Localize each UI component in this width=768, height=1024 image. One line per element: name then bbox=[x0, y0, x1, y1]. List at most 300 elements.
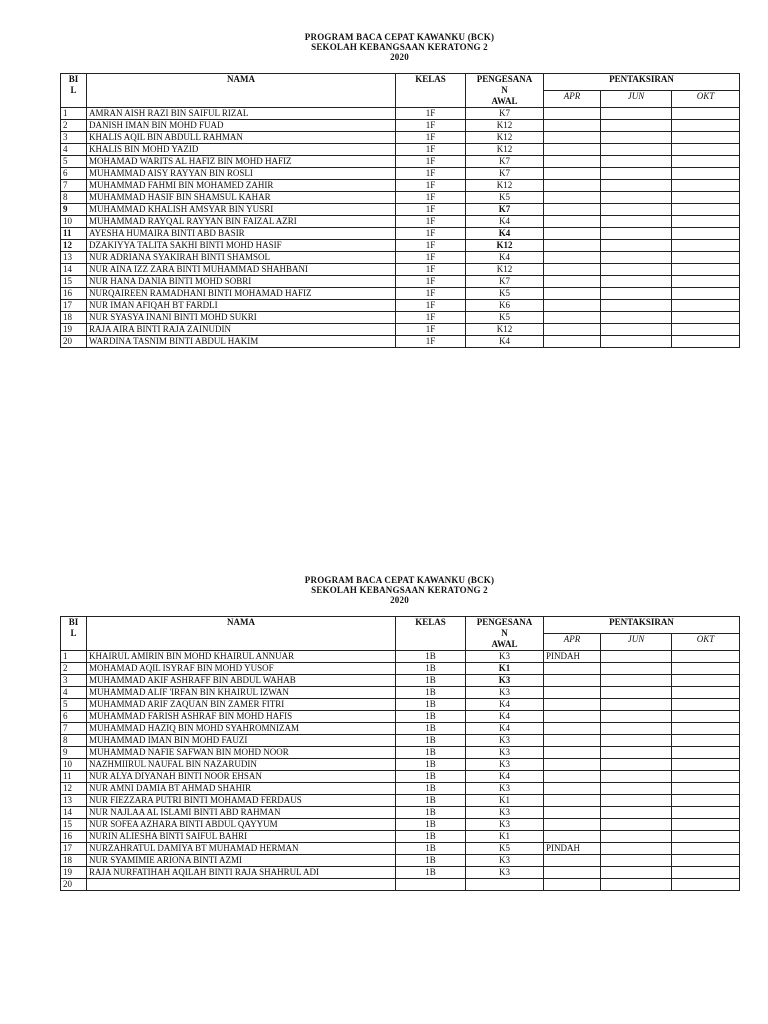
table-row bbox=[61, 843, 740, 855]
cell-apr bbox=[544, 819, 601, 831]
cell-kelas: 1F bbox=[396, 168, 466, 180]
cell-apr bbox=[544, 747, 601, 759]
cell-pengesanan-awal: K4 bbox=[466, 723, 544, 735]
cell-kelas: 1F bbox=[396, 204, 466, 216]
cell-jun bbox=[601, 300, 672, 312]
cell-nama: NUR FIEZZARA PUTRI BINTI MOHAMAD FERDAUS bbox=[87, 795, 396, 807]
cell-nama: AMRAN AISH RAZI BIN SAIFUL RIZAL bbox=[87, 108, 396, 120]
cell-nama: MOHAMAD AQIL ISYRAF BIN MOHD YUSOF bbox=[87, 663, 396, 675]
cell-kelas: 1F bbox=[396, 276, 466, 288]
cell-bil: 6 bbox=[61, 711, 87, 723]
cell-bil: 12 bbox=[61, 783, 87, 795]
cell-nama: RAJA AIRA BINTI RAJA ZAINUDIN bbox=[87, 324, 396, 336]
cell-pengesanan-awal: K12 bbox=[466, 180, 544, 192]
cell-kelas: 1F bbox=[396, 264, 466, 276]
table-row bbox=[61, 120, 740, 132]
cell-nama: DANISH IMAN BIN MOHD FUAD bbox=[87, 120, 396, 132]
cell-jun bbox=[601, 216, 672, 228]
cell-apr: PINDAH bbox=[544, 843, 601, 855]
cell-apr bbox=[544, 675, 601, 687]
cell-jun bbox=[601, 276, 672, 288]
cell-okt bbox=[672, 687, 740, 699]
cell-pengesanan-awal: K3 bbox=[466, 747, 544, 759]
cell-kelas: 1F bbox=[396, 108, 466, 120]
cell-nama bbox=[87, 879, 396, 891]
cell-apr bbox=[544, 300, 601, 312]
cell-kelas: 1B bbox=[396, 783, 466, 795]
cell-okt bbox=[672, 192, 740, 204]
cell-bil: 4 bbox=[61, 144, 87, 156]
cell-apr bbox=[544, 288, 601, 300]
cell-okt bbox=[672, 132, 740, 144]
cell-nama: MUHAMMAD FAHMI BIN MOHAMED ZAHIR bbox=[87, 180, 396, 192]
cell-kelas: 1B bbox=[396, 795, 466, 807]
cell-bil: 11 bbox=[61, 228, 87, 240]
cell-bil: 5 bbox=[61, 156, 87, 168]
cell-bil: 18 bbox=[61, 312, 87, 324]
cell-okt bbox=[672, 855, 740, 867]
cell-bil: 8 bbox=[61, 192, 87, 204]
cell-nama: WARDINA TASNIM BINTI ABDUL HAKIM bbox=[87, 336, 396, 348]
cell-bil: 6 bbox=[61, 168, 87, 180]
table-row bbox=[61, 807, 740, 819]
cell-okt bbox=[672, 216, 740, 228]
table-row bbox=[61, 144, 740, 156]
cell-apr bbox=[544, 132, 601, 144]
cell-bil: 12 bbox=[61, 240, 87, 252]
header-bil: BI L bbox=[61, 74, 87, 108]
cell-okt bbox=[672, 180, 740, 192]
cell-bil: 15 bbox=[61, 819, 87, 831]
header-okt: OKT bbox=[672, 634, 740, 651]
cell-pengesanan-awal: K1 bbox=[466, 831, 544, 843]
cell-bil: 10 bbox=[61, 216, 87, 228]
cell-kelas: 1F bbox=[396, 120, 466, 132]
cell-bil: 8 bbox=[61, 735, 87, 747]
cell-pengesanan-awal: K3 bbox=[466, 651, 544, 663]
cell-pengesanan-awal: K3 bbox=[466, 807, 544, 819]
table-row bbox=[61, 108, 740, 120]
cell-okt bbox=[672, 675, 740, 687]
cell-okt bbox=[672, 795, 740, 807]
cell-jun bbox=[601, 687, 672, 699]
cell-jun bbox=[601, 240, 672, 252]
cell-bil: 14 bbox=[61, 264, 87, 276]
cell-kelas: 1B bbox=[396, 831, 466, 843]
cell-okt bbox=[672, 759, 740, 771]
cell-nama: RAJA NURFATIHAH AQILAH BINTI RAJA SHAHRUL ADI bbox=[87, 867, 396, 879]
cell-okt bbox=[672, 651, 740, 663]
cell-bil: 9 bbox=[61, 747, 87, 759]
title-heading bbox=[60, 32, 739, 62]
cell-kelas: 1F bbox=[396, 156, 466, 168]
cell-nama: NUR SYAMIMIE ARIONA BINTI AZMI bbox=[87, 855, 396, 867]
header-pengesanan-awal: PENGESANA N AWAL bbox=[466, 617, 544, 651]
cell-nama: MUHAMMAD NAFIE SAFWAN BIN MOHD NOOR bbox=[87, 747, 396, 759]
cell-apr bbox=[544, 108, 601, 120]
table-row bbox=[61, 276, 740, 288]
cell-kelas: 1B bbox=[396, 675, 466, 687]
cell-jun bbox=[601, 711, 672, 723]
cell-bil: 17 bbox=[61, 300, 87, 312]
cell-jun bbox=[601, 336, 672, 348]
cell-jun bbox=[601, 132, 672, 144]
cell-okt bbox=[672, 336, 740, 348]
cell-apr bbox=[544, 252, 601, 264]
cell-pengesanan-awal: K3 bbox=[466, 759, 544, 771]
cell-apr bbox=[544, 723, 601, 735]
table-row bbox=[61, 288, 740, 300]
table-row bbox=[61, 336, 740, 348]
cell-kelas bbox=[396, 879, 466, 891]
cell-kelas: 1F bbox=[396, 132, 466, 144]
cell-nama: NUR SYASYA INANI BINTI MOHD SUKRI bbox=[87, 312, 396, 324]
cell-kelas: 1F bbox=[396, 144, 466, 156]
cell-bil: 15 bbox=[61, 276, 87, 288]
cell-apr bbox=[544, 204, 601, 216]
cell-jun bbox=[601, 747, 672, 759]
cell-jun bbox=[601, 783, 672, 795]
student-table bbox=[60, 73, 740, 348]
cell-okt bbox=[672, 711, 740, 723]
cell-apr bbox=[544, 759, 601, 771]
cell-apr bbox=[544, 831, 601, 843]
cell-kelas: 1F bbox=[396, 252, 466, 264]
title-heading bbox=[60, 575, 739, 605]
cell-okt bbox=[672, 120, 740, 132]
table-row bbox=[61, 651, 740, 663]
header-kelas: KELAS bbox=[396, 74, 466, 108]
table-row bbox=[61, 759, 740, 771]
cell-pengesanan-awal: K4 bbox=[466, 252, 544, 264]
cell-kelas: 1F bbox=[396, 192, 466, 204]
cell-jun bbox=[601, 192, 672, 204]
cell-jun bbox=[601, 771, 672, 783]
cell-nama: MUHAMMAD AKIF ASHRAFF BIN ABDUL WAHAB bbox=[87, 675, 396, 687]
cell-apr bbox=[544, 663, 601, 675]
header-pengesanan-awal: PENGESANA N AWAL bbox=[466, 74, 544, 108]
cell-pengesanan-awal: K7 bbox=[466, 108, 544, 120]
cell-jun bbox=[601, 312, 672, 324]
cell-bil: 7 bbox=[61, 723, 87, 735]
cell-apr bbox=[544, 807, 601, 819]
cell-nama: NUR ADRIANA SYAKIRAH BINTI SHAMSOL bbox=[87, 252, 396, 264]
cell-kelas: 1B bbox=[396, 819, 466, 831]
header-apr: APR bbox=[544, 91, 601, 108]
cell-bil: 1 bbox=[61, 651, 87, 663]
cell-pengesanan-awal: K4 bbox=[466, 336, 544, 348]
header-kelas: KELAS bbox=[396, 617, 466, 651]
cell-jun bbox=[601, 759, 672, 771]
cell-pengesanan-awal: K1 bbox=[466, 795, 544, 807]
table-row bbox=[61, 228, 740, 240]
cell-apr bbox=[544, 324, 601, 336]
table-row bbox=[61, 747, 740, 759]
cell-kelas: 1F bbox=[396, 228, 466, 240]
cell-nama: NUR ALYA DIYANAH BINTI NOOR EHSAN bbox=[87, 771, 396, 783]
table-row bbox=[61, 204, 740, 216]
cell-kelas: 1B bbox=[396, 723, 466, 735]
cell-apr bbox=[544, 867, 601, 879]
cell-pengesanan-awal: K12 bbox=[466, 132, 544, 144]
cell-bil: 7 bbox=[61, 180, 87, 192]
cell-jun bbox=[601, 204, 672, 216]
table-row bbox=[61, 132, 740, 144]
cell-nama: AYESHA HUMAIRA BINTI ABD BASIR bbox=[87, 228, 396, 240]
cell-pengesanan-awal: K4 bbox=[466, 771, 544, 783]
table-row bbox=[61, 180, 740, 192]
header-bil: BI L bbox=[61, 617, 87, 651]
cell-kelas: 1B bbox=[396, 759, 466, 771]
table-row bbox=[61, 216, 740, 228]
year: 2020 bbox=[390, 52, 409, 62]
table-row bbox=[61, 663, 740, 675]
cell-apr bbox=[544, 771, 601, 783]
cell-apr bbox=[544, 699, 601, 711]
cell-jun bbox=[601, 156, 672, 168]
cell-nama: MUHAMMAD ARIF ZAQUAN BIN ZAMER FITRI bbox=[87, 699, 396, 711]
table-row bbox=[61, 687, 740, 699]
cell-jun bbox=[601, 807, 672, 819]
cell-jun bbox=[601, 879, 672, 891]
table-row bbox=[61, 771, 740, 783]
cell-bil: 13 bbox=[61, 252, 87, 264]
table-row bbox=[61, 735, 740, 747]
section-2 bbox=[60, 575, 739, 891]
cell-okt bbox=[672, 108, 740, 120]
cell-kelas: 1F bbox=[396, 216, 466, 228]
table-row bbox=[61, 675, 740, 687]
cell-okt bbox=[672, 663, 740, 675]
table-row bbox=[61, 699, 740, 711]
cell-bil: 18 bbox=[61, 855, 87, 867]
cell-nama: KHALIS AQIL BIN ABDULL RAHMAN bbox=[87, 132, 396, 144]
cell-jun bbox=[601, 264, 672, 276]
cell-nama: MOHAMAD WARITS AL HAFIZ BIN MOHD HAFIZ bbox=[87, 156, 396, 168]
header-apr: APR bbox=[544, 634, 601, 651]
cell-apr bbox=[544, 120, 601, 132]
table-row bbox=[61, 156, 740, 168]
cell-nama: NUR AINA IZZ ZARA BINTI MUHAMMAD SHAHBANI bbox=[87, 264, 396, 276]
cell-okt bbox=[672, 288, 740, 300]
cell-bil: 1 bbox=[61, 108, 87, 120]
cell-okt bbox=[672, 168, 740, 180]
cell-bil: 4 bbox=[61, 687, 87, 699]
cell-jun bbox=[601, 180, 672, 192]
cell-apr bbox=[544, 216, 601, 228]
table-row bbox=[61, 324, 740, 336]
cell-jun bbox=[601, 228, 672, 240]
cell-kelas: 1F bbox=[396, 312, 466, 324]
school-name: SEKOLAH KEBANGSAAN KERATONG 2 bbox=[311, 585, 488, 595]
cell-okt bbox=[672, 831, 740, 843]
header-pentaksiran: PENTAKSIRAN bbox=[544, 617, 740, 634]
cell-apr bbox=[544, 240, 601, 252]
table-row bbox=[61, 723, 740, 735]
table-row bbox=[61, 240, 740, 252]
cell-okt bbox=[672, 699, 740, 711]
cell-bil: 14 bbox=[61, 807, 87, 819]
cell-jun bbox=[601, 108, 672, 120]
cell-pengesanan-awal: K4 bbox=[466, 711, 544, 723]
cell-apr bbox=[544, 156, 601, 168]
cell-okt bbox=[672, 240, 740, 252]
cell-pengesanan-awal: K12 bbox=[466, 240, 544, 252]
cell-okt bbox=[672, 144, 740, 156]
cell-kelas: 1B bbox=[396, 867, 466, 879]
cell-apr bbox=[544, 855, 601, 867]
cell-nama: NURIN ALIESHA BINTI SAIFUL BAHRI bbox=[87, 831, 396, 843]
cell-pengesanan-awal: K5 bbox=[466, 312, 544, 324]
cell-apr bbox=[544, 687, 601, 699]
table-row bbox=[61, 795, 740, 807]
cell-bil: 11 bbox=[61, 771, 87, 783]
cell-apr bbox=[544, 192, 601, 204]
cell-kelas: 1F bbox=[396, 240, 466, 252]
cell-kelas: 1B bbox=[396, 699, 466, 711]
cell-pengesanan-awal: K3 bbox=[466, 867, 544, 879]
cell-kelas: 1F bbox=[396, 180, 466, 192]
cell-jun bbox=[601, 843, 672, 855]
cell-pengesanan-awal: K3 bbox=[466, 819, 544, 831]
cell-pengesanan-awal: K4 bbox=[466, 216, 544, 228]
cell-apr bbox=[544, 795, 601, 807]
cell-nama: KHAIRUL AMIRIN BIN MOHD KHAIRUL ANNUAR bbox=[87, 651, 396, 663]
cell-pengesanan-awal: K12 bbox=[466, 264, 544, 276]
table-row bbox=[61, 168, 740, 180]
cell-okt bbox=[672, 723, 740, 735]
cell-apr bbox=[544, 879, 601, 891]
cell-pengesanan-awal: K3 bbox=[466, 855, 544, 867]
header-okt: OKT bbox=[672, 91, 740, 108]
student-table bbox=[60, 616, 740, 891]
cell-okt bbox=[672, 324, 740, 336]
cell-nama: NAZHMIIRUL NAUFAL BIN NAZARUDIN bbox=[87, 759, 396, 771]
cell-nama: NUR AMNI DAMIA BT AHMAD SHAHIR bbox=[87, 783, 396, 795]
header-pentaksiran: PENTAKSIRAN bbox=[544, 74, 740, 91]
section-1 bbox=[60, 32, 739, 348]
cell-pengesanan-awal: K7 bbox=[466, 204, 544, 216]
cell-okt bbox=[672, 819, 740, 831]
cell-kelas: 1B bbox=[396, 843, 466, 855]
school-name: SEKOLAH KEBANGSAAN KERATONG 2 bbox=[311, 42, 488, 52]
cell-nama: MUHAMMAD HASIF BIN SHAMSUL KAHAR bbox=[87, 192, 396, 204]
cell-pengesanan-awal: K7 bbox=[466, 168, 544, 180]
cell-jun bbox=[601, 699, 672, 711]
cell-apr bbox=[544, 276, 601, 288]
cell-bil: 20 bbox=[61, 336, 87, 348]
cell-nama: MUHAMMAD RAYQAL RAYYAN BIN FAIZAL AZRI bbox=[87, 216, 396, 228]
table-row bbox=[61, 867, 740, 879]
cell-bil: 5 bbox=[61, 699, 87, 711]
table-row bbox=[61, 711, 740, 723]
cell-kelas: 1B bbox=[396, 807, 466, 819]
cell-jun bbox=[601, 324, 672, 336]
table-row bbox=[61, 819, 740, 831]
cell-okt bbox=[672, 735, 740, 747]
cell-bil: 2 bbox=[61, 663, 87, 675]
cell-bil: 3 bbox=[61, 132, 87, 144]
cell-nama: MUHAMMAD AISY RAYYAN BIN ROSLI bbox=[87, 168, 396, 180]
cell-bil: 10 bbox=[61, 759, 87, 771]
cell-okt bbox=[672, 300, 740, 312]
cell-kelas: 1B bbox=[396, 771, 466, 783]
cell-kelas: 1F bbox=[396, 300, 466, 312]
cell-nama: NURQAIREEN RAMADHANI BINTI MOHAMAD HAFIZ bbox=[87, 288, 396, 300]
cell-bil: 9 bbox=[61, 204, 87, 216]
cell-okt bbox=[672, 204, 740, 216]
header-nama: NAMA bbox=[87, 74, 396, 108]
cell-jun bbox=[601, 735, 672, 747]
cell-bil: 19 bbox=[61, 867, 87, 879]
cell-okt bbox=[672, 747, 740, 759]
cell-bil: 16 bbox=[61, 831, 87, 843]
cell-kelas: 1F bbox=[396, 336, 466, 348]
cell-kelas: 1F bbox=[396, 288, 466, 300]
cell-nama: NUR HANA DANIA BINTI MOHD SOBRI bbox=[87, 276, 396, 288]
cell-okt bbox=[672, 879, 740, 891]
cell-pengesanan-awal: K6 bbox=[466, 300, 544, 312]
cell-apr bbox=[544, 228, 601, 240]
cell-pengesanan-awal: K3 bbox=[466, 783, 544, 795]
cell-jun bbox=[601, 675, 672, 687]
cell-jun bbox=[601, 288, 672, 300]
cell-nama: NURZAHRATUL DAMIYA BT MUHAMAD HERMAN bbox=[87, 843, 396, 855]
cell-nama: MUHAMMAD KHALISH AMSYAR BIN YUSRI bbox=[87, 204, 396, 216]
cell-jun bbox=[601, 120, 672, 132]
cell-apr bbox=[544, 144, 601, 156]
year: 2020 bbox=[390, 595, 409, 605]
cell-okt bbox=[672, 264, 740, 276]
cell-kelas: 1B bbox=[396, 663, 466, 675]
cell-nama: MUHAMMAD ALIF 'IRFAN BIN KHAIRUL IZWAN bbox=[87, 687, 396, 699]
cell-apr bbox=[544, 336, 601, 348]
cell-okt bbox=[672, 807, 740, 819]
table-row bbox=[61, 252, 740, 264]
cell-apr bbox=[544, 312, 601, 324]
cell-pengesanan-awal: K4 bbox=[466, 699, 544, 711]
cell-jun bbox=[601, 795, 672, 807]
cell-jun bbox=[601, 144, 672, 156]
cell-bil: 20 bbox=[61, 879, 87, 891]
table-row bbox=[61, 783, 740, 795]
table-row bbox=[61, 192, 740, 204]
header-jun: JUN bbox=[601, 634, 672, 651]
cell-nama: KHALIS BIN MOHD YAZID bbox=[87, 144, 396, 156]
cell-jun bbox=[601, 831, 672, 843]
cell-okt bbox=[672, 156, 740, 168]
cell-jun bbox=[601, 663, 672, 675]
cell-kelas: 1B bbox=[396, 711, 466, 723]
cell-okt bbox=[672, 276, 740, 288]
cell-okt bbox=[672, 783, 740, 795]
header-jun: JUN bbox=[601, 91, 672, 108]
cell-okt bbox=[672, 228, 740, 240]
program-title: PROGRAM BACA CEPAT KAWANKU (BCK) bbox=[304, 32, 495, 42]
table-row bbox=[61, 312, 740, 324]
program-title: PROGRAM BACA CEPAT KAWANKU (BCK) bbox=[304, 575, 495, 585]
cell-jun bbox=[601, 252, 672, 264]
cell-apr bbox=[544, 735, 601, 747]
cell-pengesanan-awal: K7 bbox=[466, 276, 544, 288]
cell-apr bbox=[544, 711, 601, 723]
cell-jun bbox=[601, 168, 672, 180]
cell-nama: MUHAMMAD HAZIQ BIN MOHD SYAHROMNIZAM bbox=[87, 723, 396, 735]
cell-nama: DZAKIYYA TALITA SAKHI BINTI MOHD HASIF bbox=[87, 240, 396, 252]
cell-kelas: 1B bbox=[396, 855, 466, 867]
table-row bbox=[61, 831, 740, 843]
cell-pengesanan-awal: K5 bbox=[466, 288, 544, 300]
